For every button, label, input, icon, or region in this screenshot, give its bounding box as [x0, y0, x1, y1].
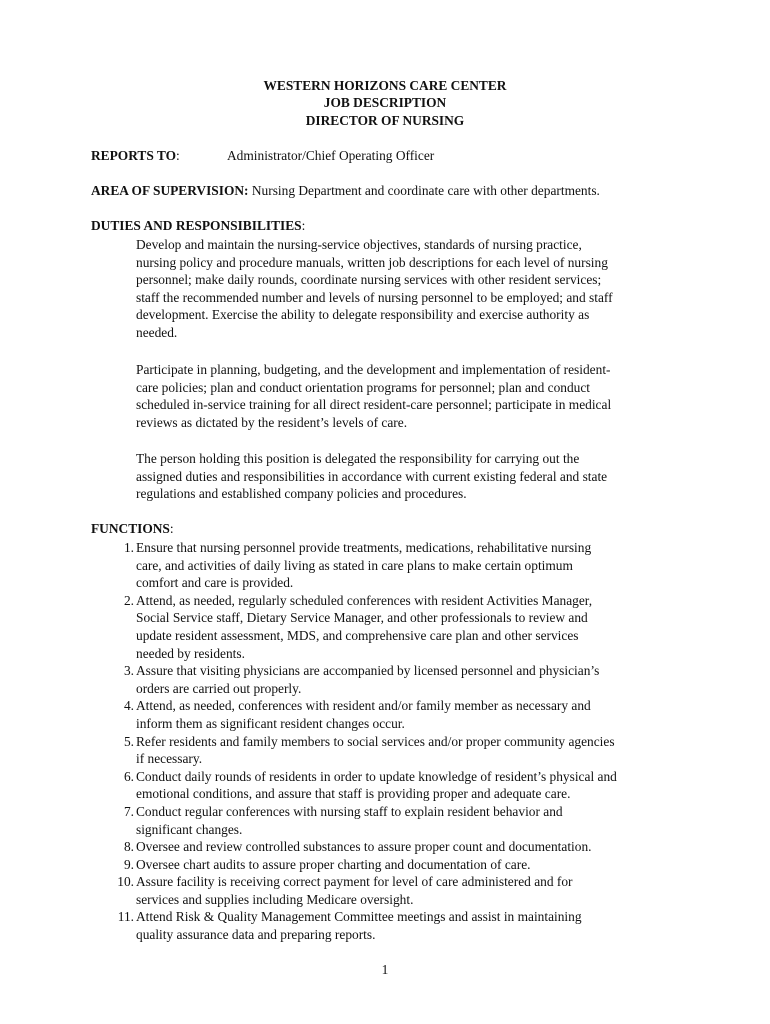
- list-item: [91, 908, 691, 943]
- list-item: [91, 539, 691, 592]
- list-item-text: Attend, as needed, conferences with resident and/or family member as necessary and inform them as significant resident changes occur.: [136, 698, 591, 731]
- list-item-text: Assure facility is receiving correct payment for level of care administered and for services and supplies including Medicare oversight.: [136, 874, 573, 907]
- job-title: DIRECTOR OF NURSING: [305, 112, 465, 128]
- reports-to-label: REPORTS TO: [91, 148, 176, 163]
- list-item-number: 3.: [123, 663, 134, 679]
- duties-heading: [91, 217, 305, 235]
- functions-heading: [91, 520, 174, 538]
- reports-to-value: Administrator/Chief Operating Officer: [227, 148, 435, 163]
- list-item: [91, 873, 691, 908]
- duties-paragraph-2: Participate in planning, budgeting, and the development and implementation of resident- care policies; plan and conduct orientation programs for personnel; plan and conduct scheduled in-service training for all direct resident-care personnel; participate in medical reviews as dictated by the resident’s levels of care.: [136, 362, 612, 430]
- list-item-number: 5.: [123, 733, 134, 749]
- document-header: [0, 77, 770, 129]
- list-item: [91, 662, 691, 697]
- list-item: [91, 803, 691, 838]
- list-item: [91, 592, 691, 662]
- list-item: [91, 856, 691, 874]
- functions-heading-label: FUNCTIONS: [91, 521, 170, 536]
- functions-list: [91, 539, 691, 944]
- page-number: 1: [381, 962, 389, 977]
- duties-heading-label: DUTIES AND RESPONSIBILITIES: [91, 218, 302, 233]
- list-item-number: 6.: [123, 768, 134, 784]
- list-item-number: 8.: [123, 839, 134, 855]
- list-item-number: 9.: [123, 856, 134, 872]
- list-item: [91, 697, 691, 732]
- list-item-text: Assure that visiting physicians are accompanied by licensed personnel and physician’s orders are carried out properly.: [136, 663, 600, 696]
- list-item-number: 1.: [123, 540, 134, 555]
- reports-to-colon: :: [176, 148, 180, 163]
- list-item-number: 2.: [123, 592, 134, 608]
- list-item: [91, 733, 691, 768]
- list-item-text: Ensure that nursing personnel provide treatments, medications, rehabilitative nursing care, and activities of daily living as stated in care plans to make certain optimum comfort and care is provided.: [136, 540, 592, 591]
- duties-paragraph-3: The person holding this position is delegated the responsibility for carrying out the assigned duties and responsibilities in accordance with current existing federal and state regulations and established company policies and procedures.: [136, 451, 608, 502]
- functions-heading-colon: :: [169, 521, 174, 536]
- area-of-supervision-label: AREA OF SUPERVISION:: [91, 183, 249, 198]
- list-item-text: Attend, as needed, regularly scheduled conferences with resident Activities Manager, Social Service staff, Dietary Service Manager, and other professionals to review and update resident assessment, MDS, and comprehensive care plan and other services needed by residents.: [136, 592, 593, 661]
- facility-name: WESTERN HORIZONS CARE CENTER: [263, 78, 507, 93]
- list-item-text: Conduct regular conferences with nursing staff to explain resident behavior and significant changes.: [136, 803, 563, 837]
- list-item-text: Conduct daily rounds of residents in order to update knowledge of resident’s physical and emotional conditions, and assure that staff is providing proper and adequate care.: [136, 768, 617, 802]
- reports-to-field: [91, 147, 435, 165]
- list-item-text: Refer residents and family members to social services and/or proper community agencies if necessary.: [136, 733, 615, 767]
- list-item: [91, 838, 691, 856]
- list-item: [91, 768, 691, 803]
- list-item-text: Oversee and review controlled substances to assure proper count and documentation.: [136, 839, 592, 855]
- list-item-number: 4.: [123, 698, 134, 714]
- document-type: JOB DESCRIPTION: [323, 95, 447, 111]
- area-of-supervision-value: Nursing Department and coordinate care with other departments.: [251, 183, 600, 198]
- list-item-text: Oversee chart audits to assure proper charting and documentation of care.: [136, 856, 531, 872]
- list-item-number: 7.: [123, 803, 134, 819]
- list-item-number: 11.: [117, 909, 134, 925]
- area-of-supervision-field: [91, 182, 600, 200]
- list-item-text: Attend Risk & Quality Management Committee meetings and assist in maintaining quality assurance data and preparing reports.: [136, 909, 582, 943]
- duties-heading-colon: :: [301, 218, 306, 233]
- duties-paragraph-1: Develop and maintain the nursing-service objectives, standards of nursing practice, nursing policy and procedure manuals, written job descriptions for each level of nursing personnel; make daily rounds, coordinate nursing services with other resident services; staff the recommended number and levels of nursing personnel to be employed; and staff development. Exercise the ability to delegate responsibility and exercise authority as needed.: [136, 237, 613, 340]
- list-item-number: 10.: [117, 874, 134, 890]
